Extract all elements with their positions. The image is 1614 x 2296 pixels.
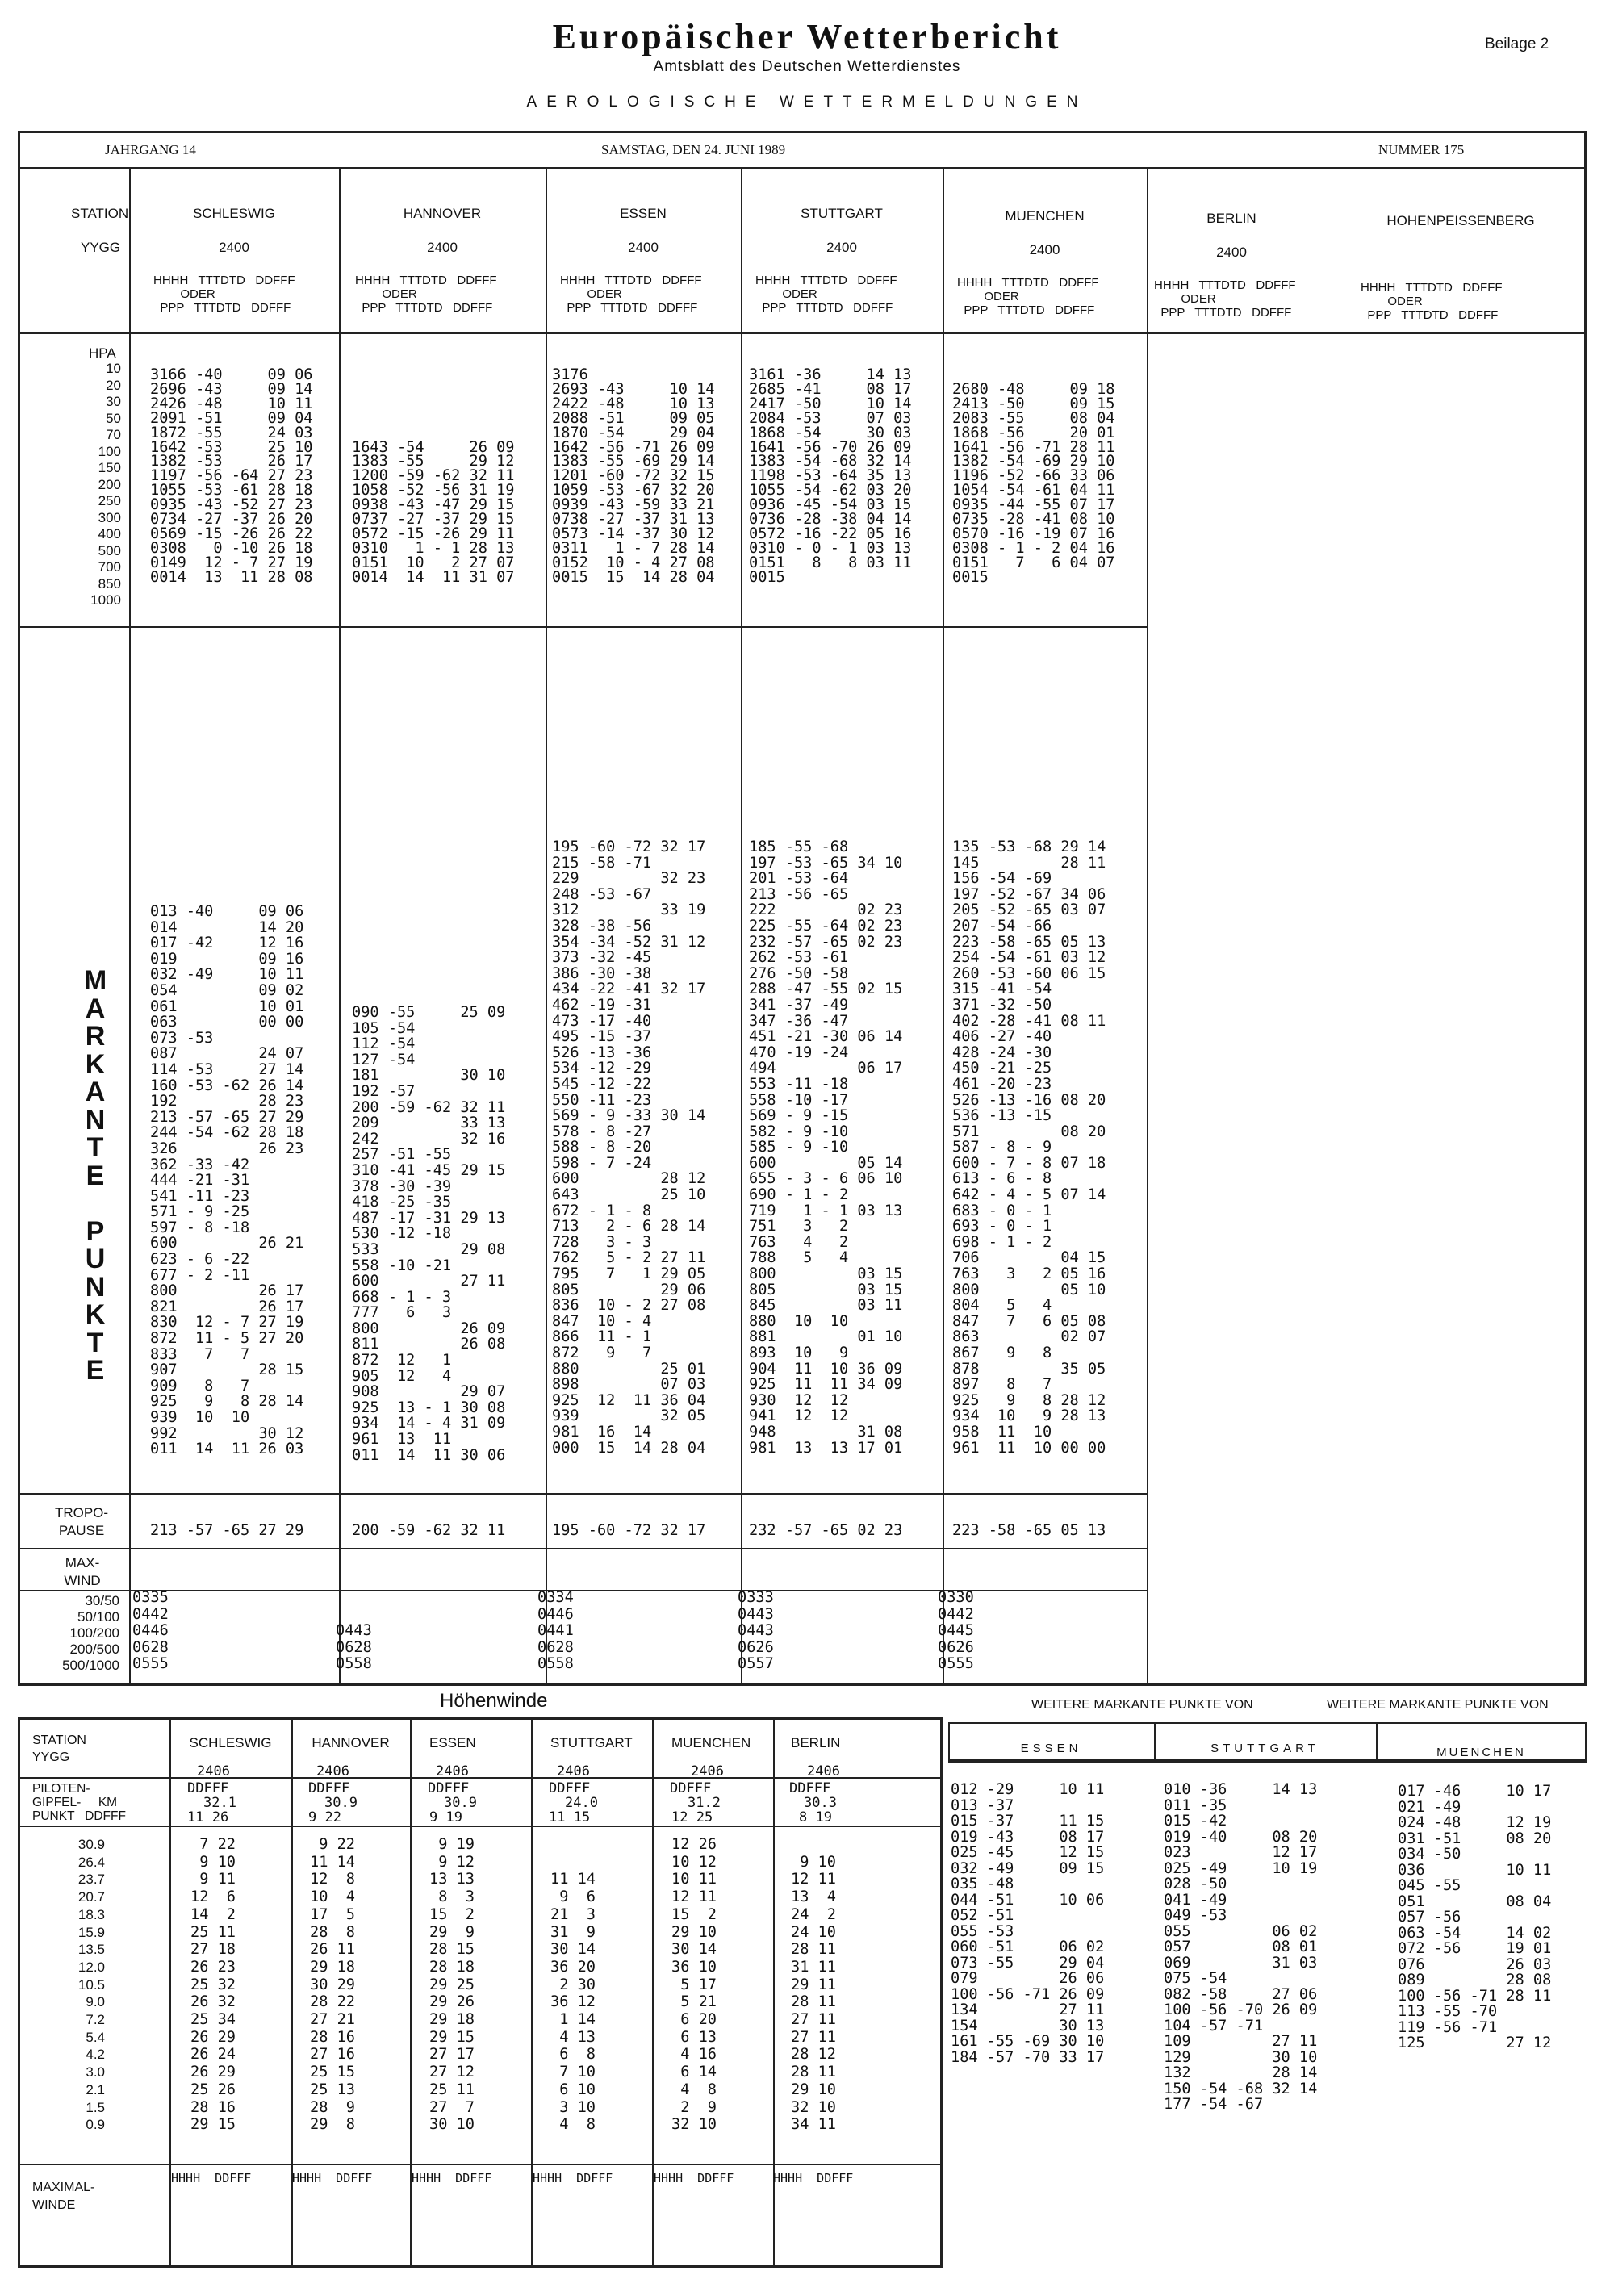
wind-punkt: 9 19 xyxy=(429,1809,462,1826)
tropopause-hannover: 200 -59 -62 32 11 xyxy=(352,1522,506,1539)
hpa-label: HPA xyxy=(89,345,116,361)
issue-date: SAMSTAG, DEN 24. JUNI 1989 xyxy=(601,142,786,157)
wind-station-name: BERLIN xyxy=(791,1735,841,1750)
wind-values-muenchen: 12 26 10 12 10 11 12 11 15 2 29 10 30 14 36 10 5 17 5 21 6 20 6 13 4 16 6 14 4 8 2 9 32 10 xyxy=(671,1836,717,2134)
yygg-label: YYGG xyxy=(81,240,121,255)
wind-gipfel: 30.3 xyxy=(804,1795,837,1811)
wind-ddfff: DDFFF xyxy=(428,1780,470,1796)
maxwind-hannover: 0443 0628 0558 xyxy=(336,1622,372,1672)
tropopause-essen: 195 -60 -72 32 17 xyxy=(552,1522,706,1539)
wind-punkt: 9 22 xyxy=(308,1809,341,1826)
wind-yygg: 2406 xyxy=(436,1763,469,1780)
station-name: BERLIN xyxy=(1206,211,1256,226)
tropopause-schleswig: 213 -57 -65 27 29 xyxy=(150,1522,304,1539)
markante-essen: 195 -60 -72 32 17 215 -58 -71 229 32 23 248 -53 -67 312 33 19 328 -38 -56 354 -34 -52 31 12 373 -32 -45 386 -30 -38 434 -22 -41 32 17 462 -19 -31 473 -17 -40 495 -15 -37 526 -13 -36 534 -12 -29 545 -12 -22 550 -11 -23 569 - 9 -33 30 14 578 - 8 -27 588 - 8 -20 598 - 7 -24 600 28 12 643 25 10 672 - 1 - 8 713 2 - 6 28 14 728 3 - 3 762 5 - 2 27 11 795 7 1 29 05 805 29 06 836 10 - 2 27 08 847 10 - 4 866 11 - 1 872 9 7 880 25 01 898 07 03 925 12 11 36 04 939 32 05 981 16 14 000 15 14 28 04 xyxy=(552,839,706,1457)
wind-yygg: 2406 xyxy=(557,1763,590,1780)
station-name: SCHLESWIG xyxy=(192,206,276,221)
issue-number: NUMMER 175 xyxy=(1378,142,1465,157)
page-title: Europäischer Wetterbericht xyxy=(552,17,1062,56)
km-levels: 30.9 26.4 23.7 20.7 18.3 15.9 13.5 12.0 10.5 9.0 7.2 5.4 4.2 3.0 2.1 1.5 0.9 xyxy=(77,1837,105,2133)
weitere-values-stuttgart: 010 -36 14 13 011 -35 015 -42 019 -40 08 20 023 12 17 025 -49 10 19 028 -50 041 -49 049 -53 055 06 02 057 08 01 069 31 03 075 -54 082 -58 27 06 100 -56 -70 26 09 104 -57 -71 109 27 11 129 30 10 132 28 14 150 -54 -68 32 14 177 -54 -67 xyxy=(1164,1781,1318,2113)
wind-yygg: 2406 xyxy=(807,1763,840,1780)
tropopause-label: TROPO- PAUSE xyxy=(54,1505,109,1538)
maximalwinde-label: MAXIMAL- WINDE xyxy=(32,2181,95,2212)
column-header: HHHH TTTDTD DDFFF ODER PPP TTTDTD DDFFF xyxy=(755,274,897,315)
wind-yygg: 2406 xyxy=(316,1763,349,1780)
maximalwinde-colhdr: HHHH DDFFF xyxy=(773,2171,854,2185)
wind-ddfff: DDFFF xyxy=(187,1780,229,1796)
wind-values-hannover: 9 22 11 14 12 8 10 4 17 5 28 8 26 11 29 18 30 29 28 22 27 21 28 16 27 16 25 15 25 13 28 9 29 8 xyxy=(310,1836,355,2134)
station-yygg: 2400 xyxy=(427,240,458,255)
maxwind-layers: 30/50 50/100 100/200 200/500 500/1000 xyxy=(62,1593,119,1673)
wind-punkt: 12 25 xyxy=(671,1809,713,1826)
maxwind-schleswig: 0335 0442 0446 0628 0555 xyxy=(132,1589,169,1672)
standard-levels-hannover: 1643 -54 26 09 1383 -55 29 12 1200 -59 -62 32 11 1058 -52 -56 31 19 0938 -43 -47 29 15 0737 -27 -37 29 15 0572 -15 -26 29 11 0310 1 - 1 28 13 0151 10 2 27 07 0014 14 11 31 07 xyxy=(352,438,515,586)
wind-values-stuttgart: 11 14 9 6 21 3 31 9 30 14 36 20 2 30 36 12 1 14 4 13 6 8 7 10 6 10 3 10 4 8 xyxy=(550,1871,596,2134)
wind-gipfel: 24.0 xyxy=(565,1795,598,1811)
station-name: ESSEN xyxy=(620,206,667,221)
wind-station-name: HANNOVER xyxy=(312,1735,390,1750)
piloten-label: PILOTEN- GIPFEL- KM PUNKT DDFFF xyxy=(32,1782,126,1823)
station-name: STUTTGART xyxy=(801,206,883,221)
column-header: HHHH TTTDTD DDFFF ODER PPP TTTDTD DDFFF xyxy=(153,274,295,315)
maxwind-label: MAX- WIND xyxy=(64,1555,101,1588)
weitere-station-stuttgart: STUTTGART xyxy=(1210,1742,1319,1755)
standard-levels-essen: 3176 2693 -43 10 14 2422 -48 10 13 2088 -51 09 05 1870 -54 29 04 1642 -56 -71 26 09 1383 -55 -69 29 14 1201 -60 -72 32 15 1059 -53 -67 32 20 0939 -43 -59 33 21 0738 -27 -37 31 13 0573 -14 -37 30 12 0311 1 - 7 28 14 0152 10 - 4 27 08 0015 15 14 28 04 xyxy=(552,366,715,586)
jahrgang: JAHRGANG 14 xyxy=(105,142,196,157)
column-header: HHHH TTTDTD DDFFF ODER PPP TTTDTD DDFFF xyxy=(560,274,702,315)
station-name: MUENCHEN xyxy=(1005,208,1085,224)
markante-hannover: 090 -55 25 09 105 -54 112 -54 127 -54 181 30 10 192 -57 200 -59 -62 32 11 209 33 13 242 32 16 257 -51 -55 310 -41 -45 29 15 378 -30 -39 418 -25 -35 487 -17 -31 29 13 530 -12 -18 533 29 08 558 -10 -21 600 27 11 668 - 1 - 3 777 6 3 800 26 09 811 26 08 872 12 1 905 12 4 908 29 07 925 13 - 1 30 08 934 14 - 4 31 09 961 13 11 011 14 11 30 06 xyxy=(352,1004,506,1464)
markante-schleswig: 013 -40 09 06 014 14 20 017 -42 12 16 019 09 16 032 -49 10 11 054 09 02 061 10 01 063 00 00 073 -53 087 24 07 114 -53 27 14 160 -53 -62 26 14 192 28 23 213 -57 -65 27 29 244 -54 -62 28 18 326 26 23 362 -33 -42 444 -21 -31 541 -11 -23 571 - 9 -25 597 - 8 -18 600 26 21 623 - 6 -22 677 - 2 -11 800 26 17 821 26 17 830 12 - 7 27 19 872 11 - 5 27 20 833 7 7 907 28 15 909 8 7 925 9 8 28 14 939 10 10 992 30 12 011 14 11 26 03 xyxy=(150,903,304,1458)
wind-ddfff: DDFFF xyxy=(549,1780,591,1796)
markante-stuttgart: 185 -55 -68 197 -53 -65 34 10 201 -53 -64 213 -56 -65 222 02 23 225 -55 -64 02 23 232 -57 -65 02 23 262 -53 -61 276 -50 -58 288 -47 -55 02 15 341 -37 -49 347 -36 -47 451 -21 -30 06 14 470 -19 -24 494 06 17 553 -11 -18 558 -10 -17 569 - 9 -15 582 - 9 -10 585 - 9 -10 600 05 14 655 - 3 - 6 06 10 690 - 1 - 2 719 1 - 1 03 13 751 3 2 763 4 2 788 5 4 800 03 15 805 03 15 845 03 11 880 10 10 881 01 10 893 10 9 904 11 10 36 09 925 11 11 34 09 930 12 12 941 12 12 948 31 08 981 13 13 17 01 xyxy=(749,839,903,1457)
wind-station-name: STUTTGART xyxy=(550,1735,633,1750)
page-subtitle: Amtsblatt des Deutschen Wetterdienstes xyxy=(653,58,961,75)
markante-muenchen: 135 -53 -68 29 14 145 28 11 156 -54 -69 197 -52 -67 34 06 205 -52 -65 03 07 207 -54 -66 223 -58 -65 05 13 254 -54 -61 03 12 260 -53 -60 06 15 315 -41 -54 371 -32 -50 402 -28 -41 08 11 406 -27 -40 428 -24 -30 450 -21 -25 461 -20 -23 526 -13 -16 08 20 536 -13 -15 571 08 20 587 - 8 - 9 600 - 7 - 8 07 18 613 - 6 - 8 642 - 4 - 5 07 14 683 - 0 - 1 693 - 0 - 1 698 - 1 - 2 706 04 15 763 3 2 05 16 800 05 10 804 5 4 847 7 6 05 08 863 02 07 867 9 8 878 35 05 897 8 7 925 9 8 28 12 934 10 9 28 13 958 11 10 961 11 10 00 00 xyxy=(952,839,1106,1457)
pressure-levels: 10 20 30 50 70 100 150 200 250 300 400 500 700 850 1000 xyxy=(90,361,121,608)
column-header: HHHH TTTDTD DDFFF ODER PPP TTTDTD DDFFF xyxy=(957,276,1099,317)
wind-punkt: 11 26 xyxy=(187,1809,229,1826)
station-yygg: 2400 xyxy=(628,240,659,255)
wind-punkt: 11 15 xyxy=(549,1809,591,1826)
station-yygg: 2400 xyxy=(826,240,857,255)
station-label: STATION xyxy=(71,206,129,221)
maximalwinde-colhdr: HHHH DDFFF xyxy=(171,2171,252,2185)
wind-yygg: 2406 xyxy=(691,1763,724,1780)
weitere-values-muenchen: 017 -46 10 17 021 -49 024 -48 12 19 031 -51 08 20 034 -50 036 10 11 045 -55 051 08 04 057 -56 063 -54 14 02 072 -56 19 01 076 26 03 089 28 08 100 -56 -71 28 11 113 -55 -70 119 -56 -71 125 27 12 xyxy=(1398,1783,1552,2051)
tropopause-muenchen: 223 -58 -65 05 13 xyxy=(952,1522,1106,1539)
weitere-station-muenchen: MUENCHEN xyxy=(1436,1746,1526,1759)
wind-station-name: MUENCHEN xyxy=(671,1735,751,1750)
wind-station-name: ESSEN xyxy=(429,1735,476,1750)
maxwind-essen: 0334 0446 0441 0628 0558 xyxy=(537,1589,574,1672)
wind-gipfel: 30.9 xyxy=(444,1795,477,1811)
wind-values-essen: 9 19 9 12 13 13 8 3 15 2 29 9 28 15 28 18 29 25 29 26 29 18 29 15 27 17 27 12 25 11 27 7 30 10 xyxy=(429,1836,475,2134)
hoehenwinde-title: Höhenwinde xyxy=(440,1690,548,1712)
maxwind-stuttgart: 0333 0443 0443 0626 0557 xyxy=(738,1589,774,1672)
wind-station-name: SCHLESWIG xyxy=(189,1735,272,1750)
column-header: HHHH TTTDTD DDFFF ODER PPP TTTDTD DDFFF xyxy=(1361,281,1503,322)
column-header: HHHH TTTDTD DDFFF ODER PPP TTTDTD DDFFF xyxy=(355,274,497,315)
supplement-label: Beilage 2 xyxy=(1485,36,1549,52)
wind-punkt: 8 19 xyxy=(799,1809,832,1826)
wind-station-label: STATION YYGG xyxy=(32,1734,86,1764)
markante-punkte-label: M A R K A N T E P U N K T E xyxy=(83,965,107,1386)
weitere-values-essen: 012 -29 10 11 013 -37 015 -37 11 15 019 -43 08 17 025 -45 12 15 032 -49 09 15 035 -48 044 -51 10 06 052 -51 055 -53 060 -51 06 02 073 -55 29 04 079 26 06 100 -56 -71 26 09 134 27 11 154 30 13 161 -55 -69 30 10 184 -57 -70 33 17 xyxy=(951,1781,1105,2066)
maximalwinde-colhdr: HHHH DDFFF xyxy=(412,2171,492,2185)
wind-ddfff: DDFFF xyxy=(670,1780,712,1796)
wind-yygg: 2406 xyxy=(197,1763,230,1780)
weitere-station-essen: ESSEN xyxy=(1020,1742,1082,1755)
station-yygg: 2400 xyxy=(219,240,249,255)
standard-levels-stuttgart: 3161 -36 14 13 2685 -41 08 17 2417 -50 10 14 2084 -53 07 03 1868 -54 30 03 1641 -56 -70 26 09 1383 -54 -68 32 14 1198 -53 -64 35 13 1055 -54 -62 03 20 0936 -45 -54 03 15 0736 -28 -38 04 14 0572 -16 -22 05 16 0310 - 0 - 1 03 13 0151 8 8 03 11 0015 xyxy=(749,366,912,586)
wind-ddfff: DDFFF xyxy=(308,1780,350,1796)
station-yygg: 2400 xyxy=(1029,242,1060,257)
section-title: AEROLOGISCHE WETTERMELDUNGEN xyxy=(526,94,1088,111)
standard-levels-schleswig: 3166 -40 09 06 2696 -43 09 14 2426 -48 10 11 2091 -51 09 04 1872 -55 24 03 1642 -53 25 10 1382 -53 26 17 1197 -56 -64 27 23 1055 -53 -61 28 18 0935 -43 -52 27 23 0734 -27 -37 26 20 0569 -15 -26 26 22 0308 0 -10 26 18 0149 12 - 7 27 19 0014 13 11 28 08 xyxy=(150,366,313,586)
wind-gipfel: 31.2 xyxy=(688,1795,721,1811)
wind-gipfel: 32.1 xyxy=(203,1795,236,1811)
weitere-title-2: WEITERE MARKANTE PUNKTE VON xyxy=(1327,1698,1549,1712)
wind-gipfel: 30.9 xyxy=(324,1795,358,1811)
column-header: HHHH TTTDTD DDFFF ODER PPP TTTDTD DDFFF xyxy=(1154,278,1296,320)
maximalwinde-colhdr: HHHH DDFFF xyxy=(292,2171,373,2185)
wind-values-berlin: 9 10 12 11 13 4 24 2 24 10 28 11 31 11 29 11 28 11 27 11 27 11 28 12 28 11 29 10 32 10 34 11 xyxy=(791,1853,836,2134)
weitere-title-1: WEITERE MARKANTE PUNKTE VON xyxy=(1031,1698,1253,1712)
station-name: HANNOVER xyxy=(403,206,482,221)
station-name: HOHENPEISSENBERG xyxy=(1386,213,1535,228)
station-yygg: 2400 xyxy=(1216,245,1247,260)
maximalwinde-colhdr: HHHH DDFFF xyxy=(533,2171,613,2185)
maximalwinde-colhdr: HHHH DDFFF xyxy=(654,2171,734,2185)
standard-levels-muenchen: 2680 -48 09 18 2413 -50 09 15 2083 -55 08 04 1868 -56 20 01 1641 -56 -71 28 11 1382 -54 -69 29 10 1196 -52 -66 33 06 1054 -54 -61 04 11 0935 -44 -55 07 17 0735 -28 -41 08 10 0570 -16 -19 07 16 0308 - 1 - 2 04 16 0151 7 6 04 07 0015 xyxy=(952,380,1115,586)
tropopause-stuttgart: 232 -57 -65 02 23 xyxy=(749,1522,903,1539)
maxwind-muenchen: 0330 0442 0445 0626 0555 xyxy=(938,1589,974,1672)
wind-ddfff: DDFFF xyxy=(789,1780,831,1796)
wind-values-schleswig: 7 22 9 10 9 11 12 6 14 2 25 11 27 18 26 23 25 32 26 32 25 34 26 29 26 24 26 29 25 26 28 16 29 15 xyxy=(190,1836,236,2134)
